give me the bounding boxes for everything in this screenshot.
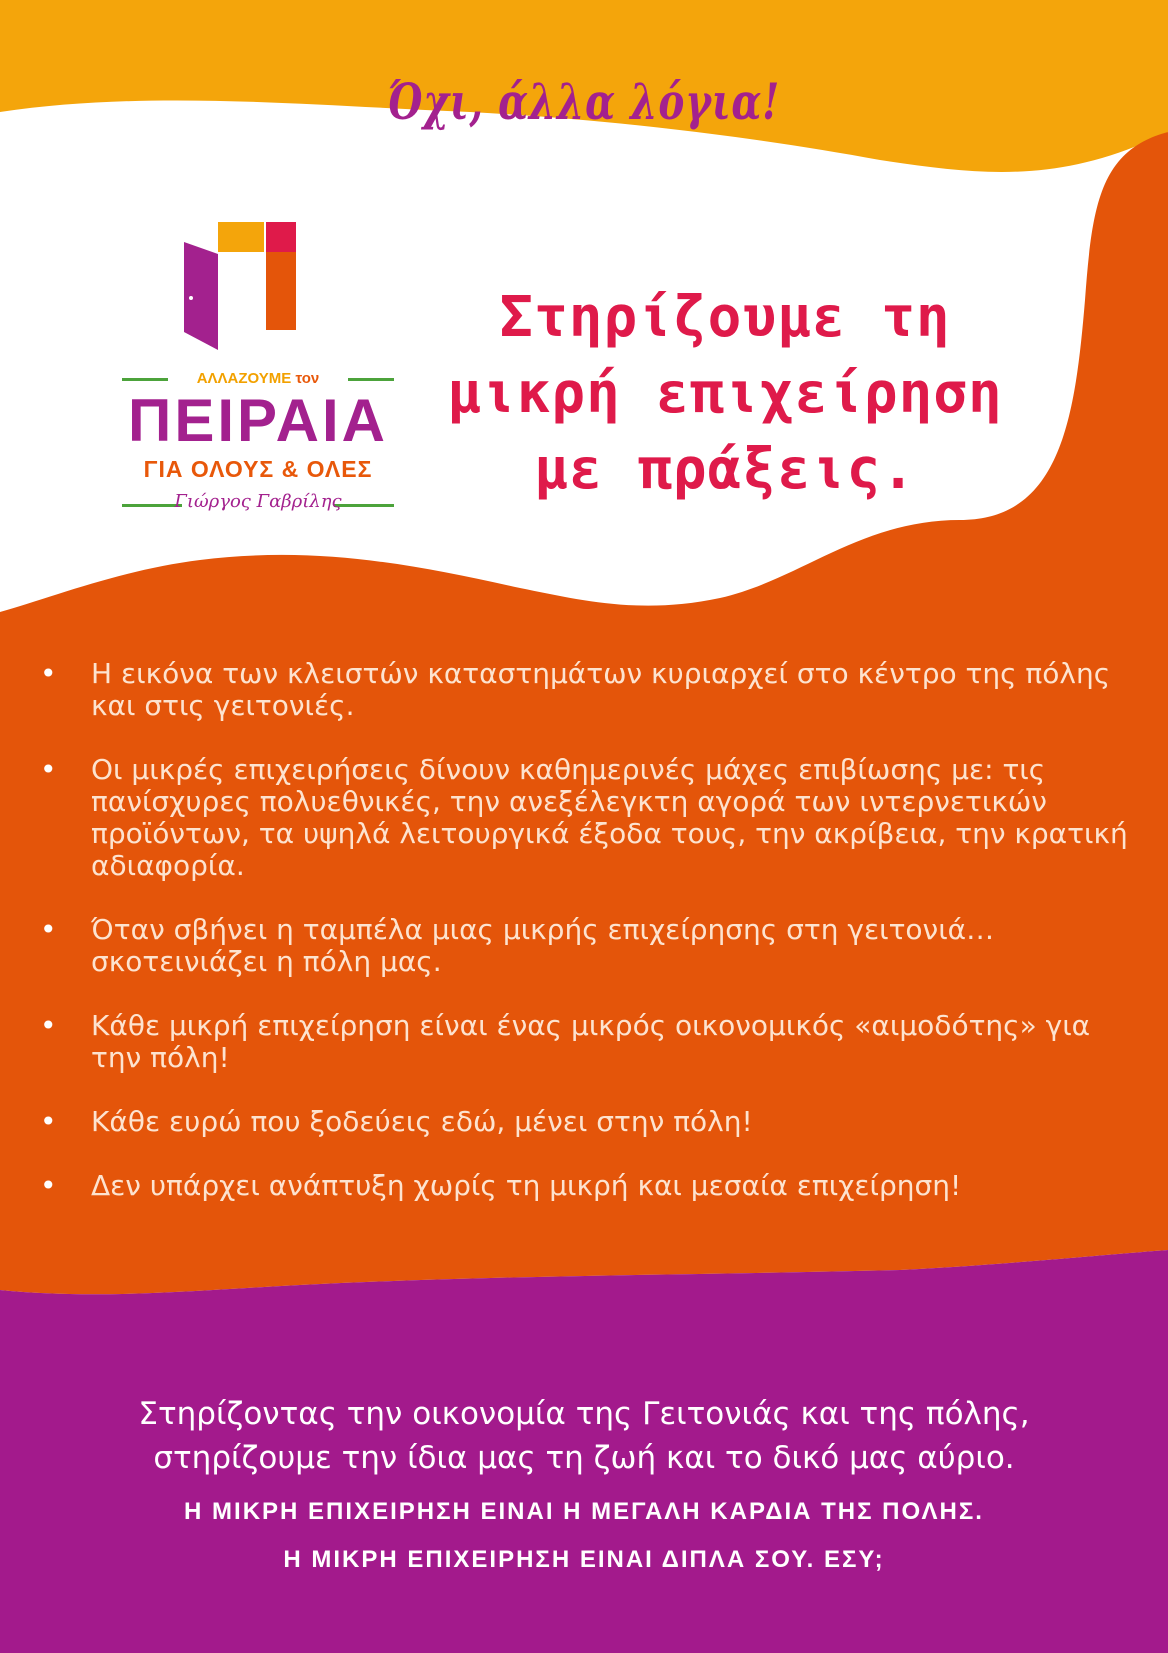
- bullet-icon: •: [40, 1169, 57, 1202]
- door-yellow-bar: [218, 222, 264, 252]
- bullet-icon: •: [40, 913, 57, 946]
- list-item: • Κάθε μικρή επιχείρηση είναι ένας μικρός οικονομικός «αιμοδότης» για την πόλη!: [40, 1009, 1091, 1074]
- door-purple-panel: [184, 242, 218, 350]
- bullet-list: [38, 658, 1128, 1234]
- list-item: • Οι μικρές επιχειρήσεις δίνουν καθημερινές μάχες επιβίωσης με: τις πανίσχυρες πολυεθνικές, την ανεξέλεγκτη αγορά των ιντερνετικών προϊόντων, τα υψηλά λειτουργικά έξοδα τους, την ακρίβεια, την κρατική αδιαφορία.: [40, 753, 1128, 882]
- headline-line: Στηρίζουμε τη: [499, 285, 951, 350]
- bullet-icon: •: [40, 657, 57, 690]
- headline-line: με πράξεις.: [534, 437, 916, 502]
- logo-sub-text: ΓΙΑ ΟΛΟΥΣ & ΟΛΕΣ: [143, 456, 373, 482]
- headline: [430, 280, 1020, 508]
- headline-line: μικρή επιχείρηση: [447, 361, 1003, 426]
- bullet-icon: •: [40, 1105, 57, 1138]
- caps-line-heart: Η ΜΙΚΡΗ ΕΠΙΧΕΙΡΗΣΗ ΕΙΝΑΙ Η ΜΕΓΑΛΗ ΚΑΡΔΙΑ ΤΗΣ ΠΟΛΗΣ.: [184, 1498, 984, 1525]
- list-item: • Όταν σβήνει η ταμπέλα μιας μικρής επιχείρησης στη γειτονιά…σκοτεινιάζει η πόλη μας.: [40, 913, 995, 978]
- door-red-square: [266, 222, 296, 252]
- closing-line: στηρίζουμε την ίδια μας τη ζωή και το δικό μας αύριο.: [153, 1440, 1015, 1476]
- list-item: • Κάθε ευρώ που ξοδεύεις εδώ, μένει στην πόλη!: [40, 1105, 753, 1138]
- list-item: • Δεν υπάρχει ανάπτυξη χωρίς τη μικρή και μεσαία επιχείρηση!: [40, 1169, 962, 1202]
- door-orange-post: [266, 252, 296, 330]
- campaign-logo: [118, 218, 398, 528]
- logo-top-text: ΑΛΛΑΖΟΥΜΕ τον: [196, 370, 320, 387]
- list-item: • Η εικόνα των κλειστών καταστημάτων κυριαρχεί στο κέντρο της πόλης και στις γειτονιές.: [40, 657, 1111, 722]
- slogan: Όχι, άλλα λόγια!: [387, 72, 781, 131]
- logo-signature: Γιώργος Γαβρίλης: [174, 491, 342, 512]
- caps-line-next-to-you: Η ΜΙΚΡΗ ΕΠΙΧΕΙΡΗΣΗ ΕΙΝΑΙ ΔΙΠΛΑ ΣΟΥ. ΕΣΥ;: [283, 1546, 885, 1573]
- door-logo-icon: [118, 218, 398, 368]
- logo-main-text: ΠΕΙΡΑΙΑ: [128, 387, 388, 454]
- closing-statement: [0, 1392, 1168, 1480]
- closing-line: Στηρίζοντας την οικονομία της Γειτονιάς και της πόλης,: [138, 1396, 1030, 1432]
- door-knob: [189, 296, 193, 300]
- bullet-icon: •: [40, 753, 57, 786]
- bullet-icon: •: [40, 1009, 57, 1042]
